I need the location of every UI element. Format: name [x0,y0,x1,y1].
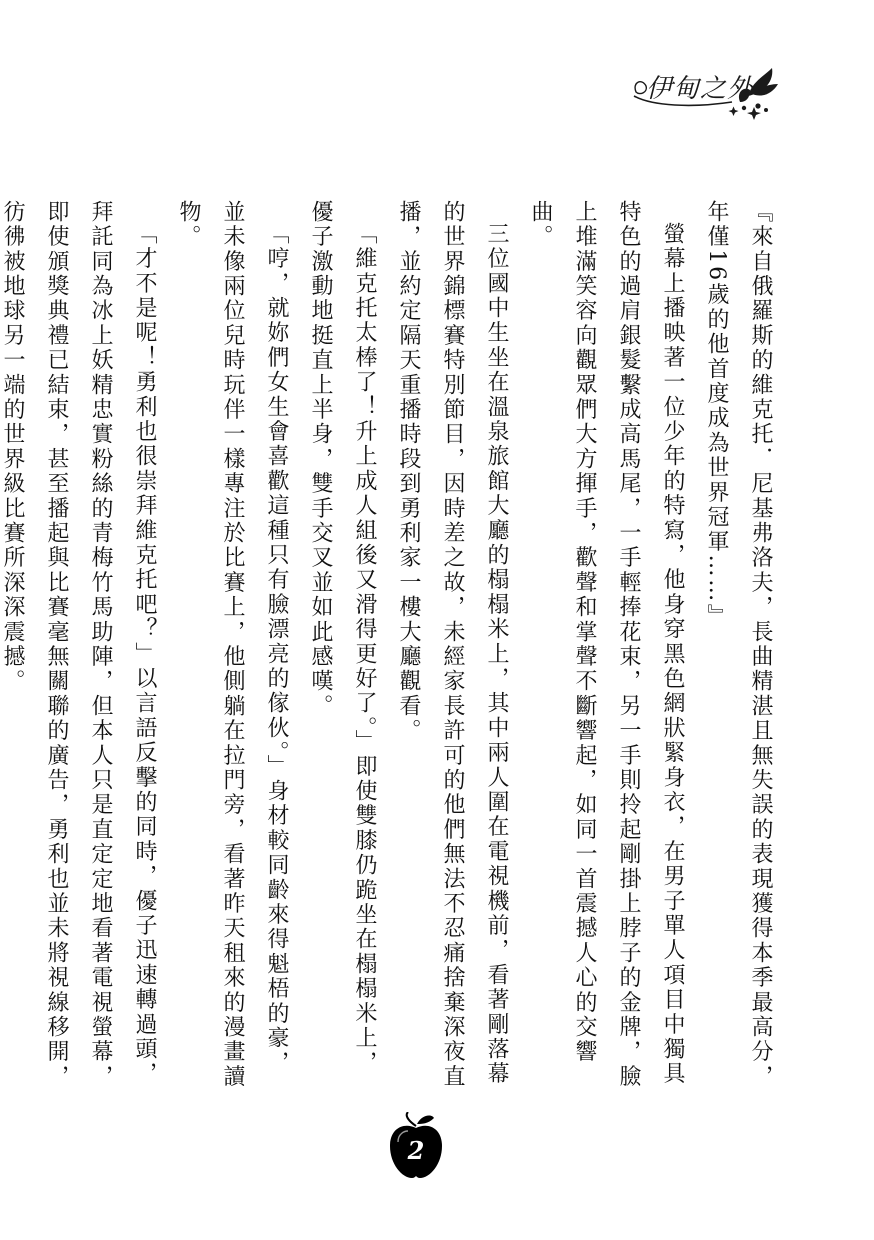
paragraph: 「才不是呢！勇利也很崇拜維克托吧？」以言語反擊的同時，優子迅速轉過頭，拜託同為冰上妖精忠實粉絲的青梅竹馬助陣，但本人只是直定定地看著電視螢幕，即使頒獎典禮已結束，甚至播起與比賽毫無關聯的廣告，勇利也並未將視線移開，彷彿被地球另一端的世界級比賽所深深震撼。 [0,200,157,1090]
paragraph: 三位國中生坐在溫泉旅館大廳的榻榻米上，其中兩人圍在電視機前，看著剛落幕的世界錦標賽特別節目，因時差之故，未經家長許可的他們無法不忍痛捨棄深夜直播，並約定隔天重播時段到勇利家一樓大廳觀看。 [396,200,509,1090]
paragraph: 「哼，就妳們女生會喜歡這種只有臉漂亮的傢伙。」身材較同齡來得魁梧的豪，並未像兩位兒時玩伴一樣專注於比賽上，他側躺在拉門旁，看著昨天租來的漫畫讀物。 [176,200,289,1090]
paragraph: 『來自俄羅斯的維克托．尼基弗洛夫，長曲精湛且無失誤的表現獲得本季最高分，年僅16歲的他首度成為世界冠軍……』 [704,200,773,1090]
vertical-body-text [0,200,782,1090]
paragraph: 「維克托太棒了！升上成人組後又滑得更好了。」即使雙膝仍跪坐在榻榻米上，優子激動地挺直上半身，雙手交叉並如此感嘆。 [308,200,377,1076]
page-number: 2 [407,1136,425,1165]
paragraph: 螢幕上播映著一位少年的特寫，他身穿黑色網狀緊身衣，在男子單人項目中獨具特色的過肩銀髮繫成高馬尾，一手輕捧花束，另一手則拎起剛掛上脖子的金牌，臉上堆滿笑容向觀眾們大方揮手，歡聲和掌聲不斷響起，如同一首震撼人心的交響曲。 [528,200,685,1090]
header-title: 伊甸之外 [646,74,755,104]
page-number-badge [386,1112,446,1182]
running-header [632,62,782,122]
